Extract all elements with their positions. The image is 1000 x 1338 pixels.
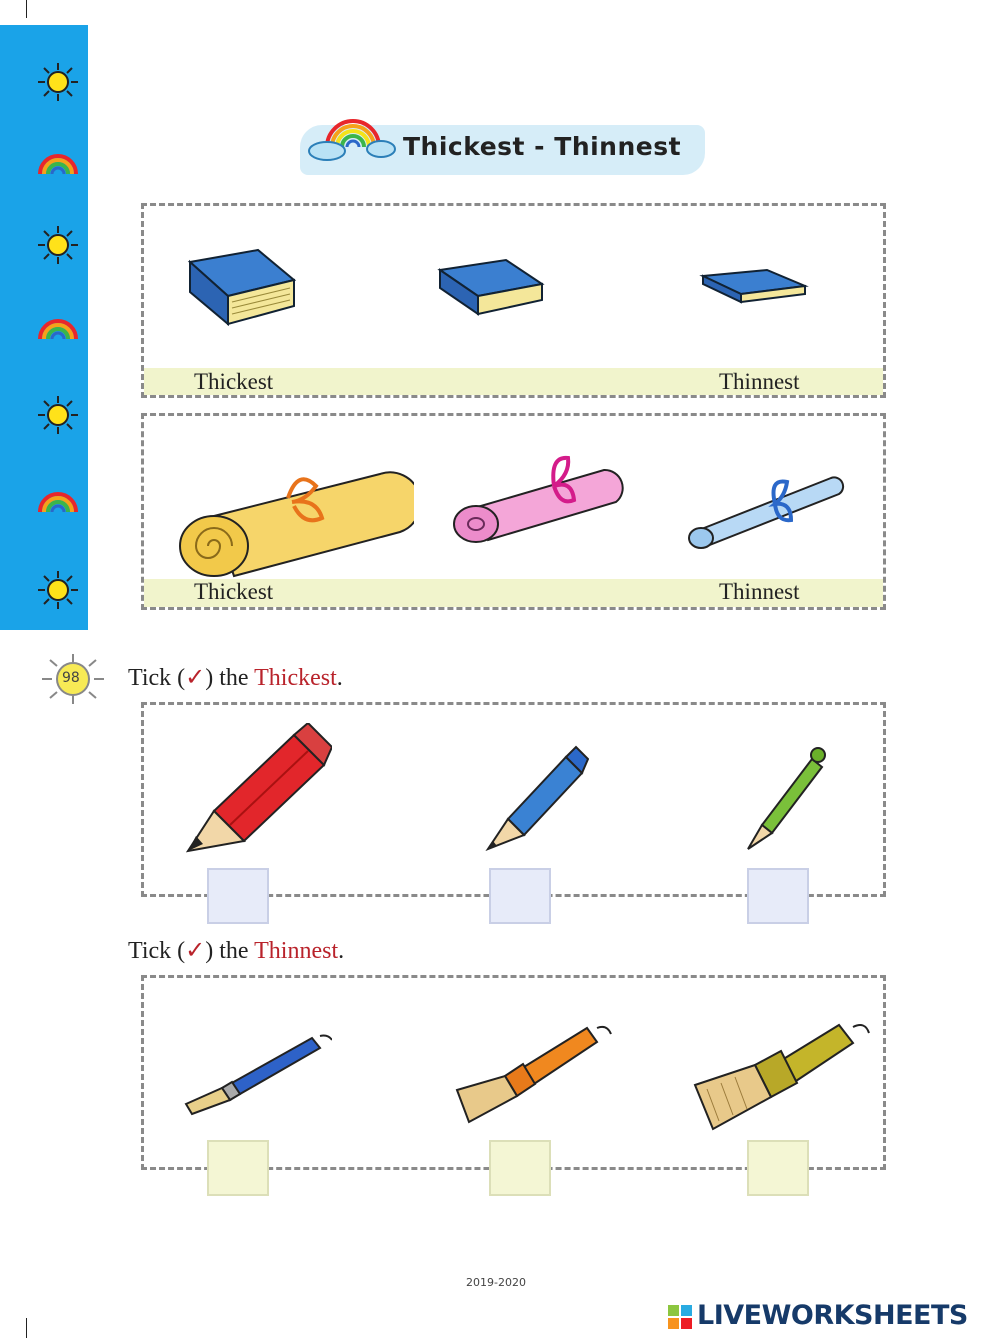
comparison-panel-books [141,203,886,398]
thinnest-label: Thinnest [719,579,800,604]
target-word: Thickest [254,665,337,691]
instruction-middle: ) the [205,665,255,691]
medium-roll-icon [444,446,629,556]
brand-name: LIVEWORKSHEETS [697,1300,968,1331]
thin-roll-icon [679,456,849,556]
rainbow-icon [36,307,80,347]
thick-book-icon [184,244,300,326]
thin-pencil-icon [744,743,829,853]
check-mark: ✓ [185,938,206,964]
exercise-thickest-heading [128,663,343,692]
thickest-label: Thickest [194,369,274,394]
comparison-panel-rolls [141,413,886,610]
medium-brush-icon [449,1018,614,1128]
thinnest-label: Thinnest [719,369,800,394]
answer-box-thin-pencil[interactable] [747,868,809,924]
target-word: Thinnest [254,938,339,964]
answer-box-medium-brush[interactable] [489,1140,551,1196]
crop-mark [26,1318,27,1338]
answer-box-thin-brush[interactable] [207,1140,269,1196]
instruction-prefix: Tick ( [128,665,186,691]
side-strip [0,25,88,630]
thick-pencil-icon [184,723,332,853]
exercise-thinnest-heading [128,936,344,965]
instruction-middle: ) the [205,938,255,964]
thick-roll-icon [174,452,414,582]
sun-icon [36,395,80,435]
thin-brush-icon [182,1026,332,1116]
thickest-label: Thickest [194,579,274,604]
medium-pencil-icon [484,741,589,851]
rainbow-icon [36,480,80,520]
page-title: Thickest - Thinnest [403,132,682,161]
answer-box-medium-pencil[interactable] [489,868,551,924]
liveworksheets-logo-icon [667,1304,693,1330]
sun-icon [36,570,80,610]
medium-book-icon [436,256,548,316]
answer-box-thick-pencil[interactable] [207,868,269,924]
sun-icon [36,225,80,265]
check-mark: ✓ [185,665,206,691]
sun-icon [36,62,80,102]
page-number: 98 [62,670,80,686]
instruction-period: . [336,665,343,691]
crop-mark [26,0,27,18]
answer-box-thick-brush[interactable] [747,1140,809,1196]
rainbow-cloud-icon [305,103,397,165]
instruction-prefix: Tick ( [128,938,186,964]
thin-book-icon [699,268,811,304]
thick-brush-icon [689,1013,874,1138]
footer-year: 2019-2020 [466,1276,526,1289]
instruction-period: . [338,938,345,964]
rainbow-icon [36,142,80,182]
